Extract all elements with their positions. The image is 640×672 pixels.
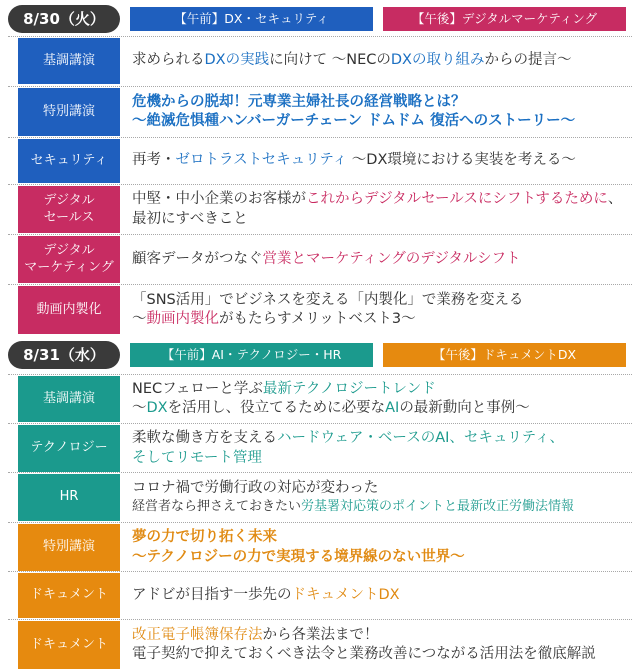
title-text: から各業法まで！ (262, 626, 379, 643)
pm-banner-day2: 【午後】ドキュメントDX (383, 343, 626, 367)
highlight-text: 最新テクノロジートレンド (262, 380, 436, 397)
session-row (8, 186, 632, 233)
title-text: 再考・ (132, 152, 176, 169)
title-text: 顧客データがつなぐ (132, 250, 263, 267)
title-text: の最新動向と事例～ (399, 400, 530, 416)
session-title-line (132, 528, 632, 547)
title-text: ～DX環境における実装を考える～ (347, 152, 576, 169)
title-text: ～ (132, 400, 147, 416)
session-row (8, 524, 632, 571)
session-title (132, 573, 632, 618)
highlight-text: DXの実践 (204, 52, 270, 69)
title-text: 求められる (132, 52, 205, 69)
session-title-line (132, 548, 632, 567)
session-row (8, 38, 632, 84)
highlight-text: そしてリモート管理 (132, 449, 262, 466)
session-title (132, 38, 632, 84)
row-divider (8, 137, 632, 138)
session-category-tag: ドキュメント (18, 621, 120, 669)
row-divider (8, 522, 632, 523)
row-divider (8, 571, 632, 572)
session-title-line (132, 250, 632, 269)
session-title-line (132, 93, 632, 112)
session-title-line (132, 310, 632, 329)
session-title (132, 139, 632, 183)
session-category-tag: HR (18, 474, 120, 521)
row-divider (8, 619, 632, 620)
highlight-text: AI (385, 400, 400, 416)
title-text: ～ (132, 311, 147, 327)
session-title-line (132, 498, 632, 515)
session-category-tag: デジタル セールス (18, 186, 120, 233)
session-row (8, 236, 632, 283)
title-text: アドビが目指す一歩先の (132, 586, 292, 603)
highlight-text: ～絶滅危惧種ハンバーガーチェーン ドムドム 復活へのストーリー～ (132, 113, 576, 129)
session-category-tag: テクノロジー (18, 425, 120, 472)
session-title-line (132, 210, 632, 229)
date-badge-day2: 8/31（水） (8, 341, 120, 369)
session-title (132, 186, 632, 233)
row-divider (8, 472, 632, 473)
title-text: 最初にすべきこと (132, 210, 248, 227)
session-title-line (132, 51, 632, 70)
highlight-text: ハードウェア・ベースのAI、セキュリティ、 (277, 430, 564, 447)
title-text: に向けて ～NECの (269, 52, 391, 69)
session-category-tag: ドキュメント (18, 573, 120, 618)
session-row (8, 376, 632, 422)
session-title-line (132, 399, 632, 418)
session-title-line (132, 291, 632, 310)
session-title-line (132, 429, 632, 448)
title-text: を活用し、役立てるために必要な (167, 400, 386, 416)
session-category-tag: 動画内製化 (18, 286, 120, 334)
session-title-line (132, 190, 632, 209)
row-divider (8, 284, 632, 285)
session-category-tag: セキュリティ (18, 139, 120, 183)
session-row (8, 425, 632, 472)
session-category-tag: デジタル マーケティング (18, 236, 120, 283)
session-row (8, 88, 632, 136)
title-text: 中堅・中小企業のお客様が (132, 191, 306, 208)
row-divider (8, 86, 632, 87)
highlight-text: 動画内製化 (146, 311, 219, 327)
session-category-tag: 基調講演 (18, 38, 120, 84)
highlight-text: DX (146, 400, 168, 416)
session-row (8, 573, 632, 618)
row-divider (8, 374, 632, 375)
highlight-text: 夢の力で切り拓く未来 (132, 529, 277, 546)
highlight-text: 労基署対応策のポイントと最新改正労働法情報 (301, 499, 575, 515)
session-title-line (132, 112, 632, 131)
session-row (8, 139, 632, 183)
session-row (8, 286, 632, 334)
title-text: からの提言～ (484, 52, 572, 69)
highlight-text: ゼロトラストセキュリティ (175, 152, 348, 169)
title-text: 電子契約で抑えておくべき法令と業務改善につながる活用法を徹底解説 (132, 646, 596, 662)
session-category-tag: 特別講演 (18, 88, 120, 136)
highlight-text: 営業とマーケティングのデジタルシフト (262, 250, 521, 267)
row-divider (8, 184, 632, 185)
title-text: 「SNS活用」でビジネスを変える「内製化」で業務を変える (132, 291, 524, 308)
date-badge-day1: 8/30（火） (8, 5, 120, 33)
row-divider (8, 234, 632, 235)
title-text: がもたらすメリットベスト3～ (219, 311, 416, 327)
title-text: NECフェローと学ぶ (132, 380, 263, 397)
title-text: 柔軟な働き方を支える (132, 430, 277, 447)
highlight-text: ～テクノロジーの力で実現する境界線のない世界～ (132, 548, 465, 565)
highlight-text: ドキュメントDX (291, 586, 400, 603)
session-title-line (132, 449, 632, 468)
session-title-line (132, 151, 632, 170)
session-title (132, 425, 632, 472)
title-text: 経営者なら押さえておきたい (132, 499, 302, 515)
row-divider (8, 36, 632, 37)
session-row (8, 474, 632, 521)
am-banner-day1: 【午前】DX・セキュリティ (130, 7, 373, 31)
session-category-tag: 基調講演 (18, 376, 120, 422)
highlight-text: 改正電子帳簿保存法 (132, 626, 263, 643)
pm-banner-day1: 【午後】デジタルマーケティング (383, 7, 626, 31)
row-divider (8, 423, 632, 424)
session-title (132, 88, 632, 136)
session-row (8, 621, 632, 669)
session-title (132, 621, 632, 669)
am-banner-day2: 【午前】AI・テクノロジー・HR (130, 343, 373, 367)
session-title (132, 236, 632, 283)
session-title (132, 524, 632, 571)
session-title-line (132, 380, 632, 399)
session-title (132, 286, 632, 334)
highlight-text: 危機からの脱却！元専業主婦社長の経営戦略とは？ (132, 93, 466, 110)
session-title (132, 474, 632, 521)
title-text: 、 (607, 191, 623, 208)
highlight-text: これからデジタルセールスにシフトするために (306, 191, 608, 208)
highlight-text: DXの取り組み (390, 52, 485, 69)
session-title-line (132, 645, 632, 664)
title-text: コロナ禍で労働行政の対応が変わった (132, 480, 379, 497)
session-title (132, 376, 632, 422)
session-title-line (132, 626, 632, 645)
session-title-line (132, 586, 632, 605)
session-category-tag: 特別講演 (18, 524, 120, 571)
session-title-line (132, 479, 632, 498)
